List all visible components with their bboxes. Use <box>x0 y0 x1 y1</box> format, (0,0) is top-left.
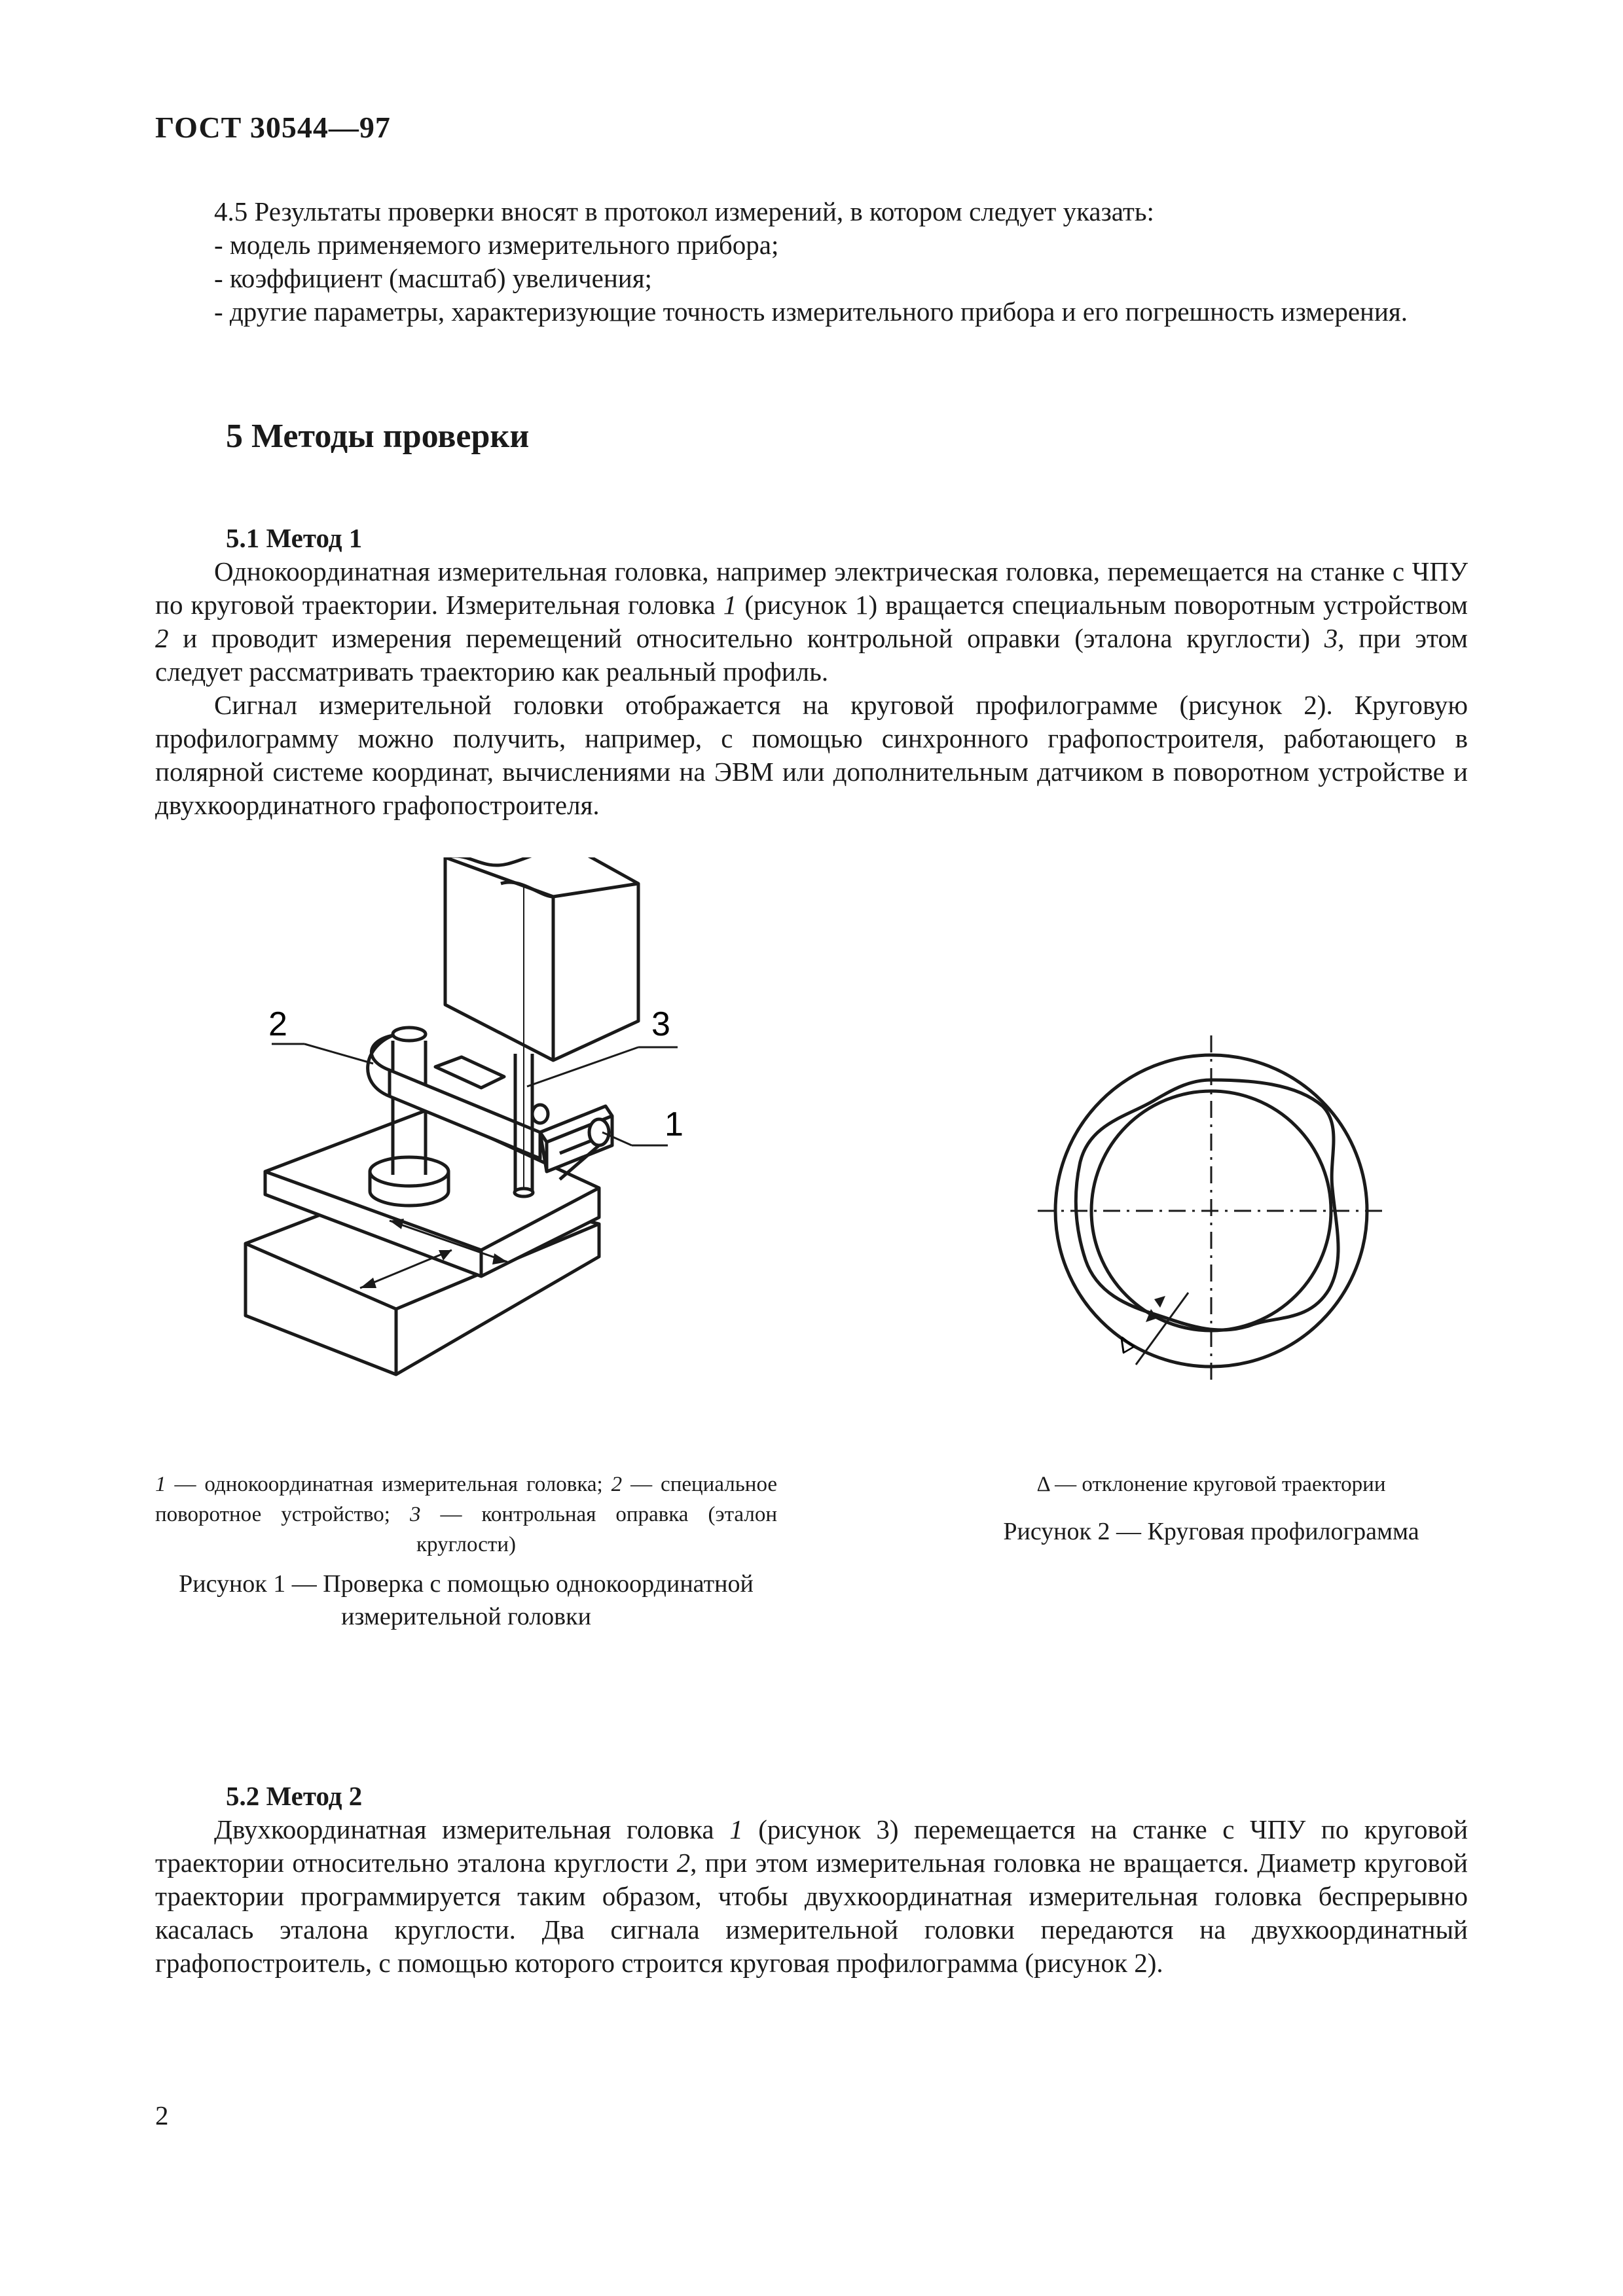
ref-number: 1 <box>729 1814 743 1844</box>
method-2-text <box>155 1813 1468 1980</box>
list-item: - коэффициент (масштаб) увеличения; <box>214 263 652 293</box>
method-1-paragraph-1: Однокоординатная измерительная головка, например электрическая головка, перемещается на станке с ЧПУ по круговой траектории. Измерительная головка 1 (рисунок 1) вращается специальным поворотным устройством 2 и проводит измерения перемещений относительно контрольной оправки (эталона круглости) 3, при этом следует рассматривать траекторию как реальный профиль. <box>155 556 1468 687</box>
figure-1-label-2: 2 <box>268 1005 287 1043</box>
section-4-5 <box>155 195 1468 329</box>
method-1-paragraph-2: Сигнал измерительной головки отображается на круговой профилограмме (рисунок 2). Круговую профилограмму можно получить, например, с помощью синхронного графопостроителя, работающего в полярной системе координат, вычислениями на ЭВМ или дополнительным датчиком в поворотном устройстве и двухкоординатного графопостроителя. <box>155 690 1468 820</box>
list-item: - другие параметры, характеризующие точность измерительного прибора и его погрешность измерения. <box>214 296 1408 327</box>
figure-1-label-3: 3 <box>651 1005 670 1043</box>
list-item: - модель применяемого измерительного прибора; <box>214 230 779 260</box>
figure-2-delta-label: Δ <box>1112 1329 1139 1359</box>
figure-1-caption: Рисунок 1 — Проверка с помощью однокоординатной измерительной головки <box>179 1570 754 1630</box>
method-2-paragraph-1: Двухкоординатная измерительная головка 1 (рисунок 3) перемещается на станке с ЧПУ по круговой траектории относительно эталона круглости 2, при этом измерительная головка не вращается. Диаметр круговой траектории программируется таким образом, чтобы двухкоординатная измерительная головка беспрерывно касалась эталона круглости. Два сигнала измерительной головки передаются на двухкоординатный графопостроитель, с помощью которого строится круговая профилограмма (рисунок 2). <box>155 1814 1468 1978</box>
ref-number: 1 <box>723 590 737 620</box>
ref-number: 3 <box>1324 623 1338 653</box>
figure-1-legend: 1 — однокоординатная измерительная головка; 2 — специальное поворотное устройство; 3 — контрольная оправка (эталон круглости) <box>155 1473 777 1556</box>
page-number: 2 <box>155 2100 169 2130</box>
figure-1-drawing <box>232 857 769 1394</box>
paragraph-4-5: 4.5 Результаты проверки вносят в протокол измерений, в котором следует указать: <box>214 196 1154 226</box>
ref-number: 2 <box>676 1848 691 1878</box>
ref-number: 2 <box>155 623 169 653</box>
method-2-heading: 5.2 Метод 2 <box>226 1781 363 1811</box>
figure-2-caption: Рисунок 2 — Круговая профилограмма <box>1003 1518 1419 1545</box>
method-1-heading: 5.1 Метод 1 <box>226 523 363 553</box>
section-5-title: 5 Методы проверки <box>226 418 530 455</box>
figure-2-legend: Δ — отклонение круговой траектории <box>1036 1473 1386 1496</box>
figure-2-profilogram <box>1034 1034 1388 1388</box>
document-code-header: ГОСТ 30544—97 <box>155 111 391 144</box>
figure-1-label-1: 1 <box>665 1105 684 1143</box>
method-1-text <box>155 555 1468 822</box>
